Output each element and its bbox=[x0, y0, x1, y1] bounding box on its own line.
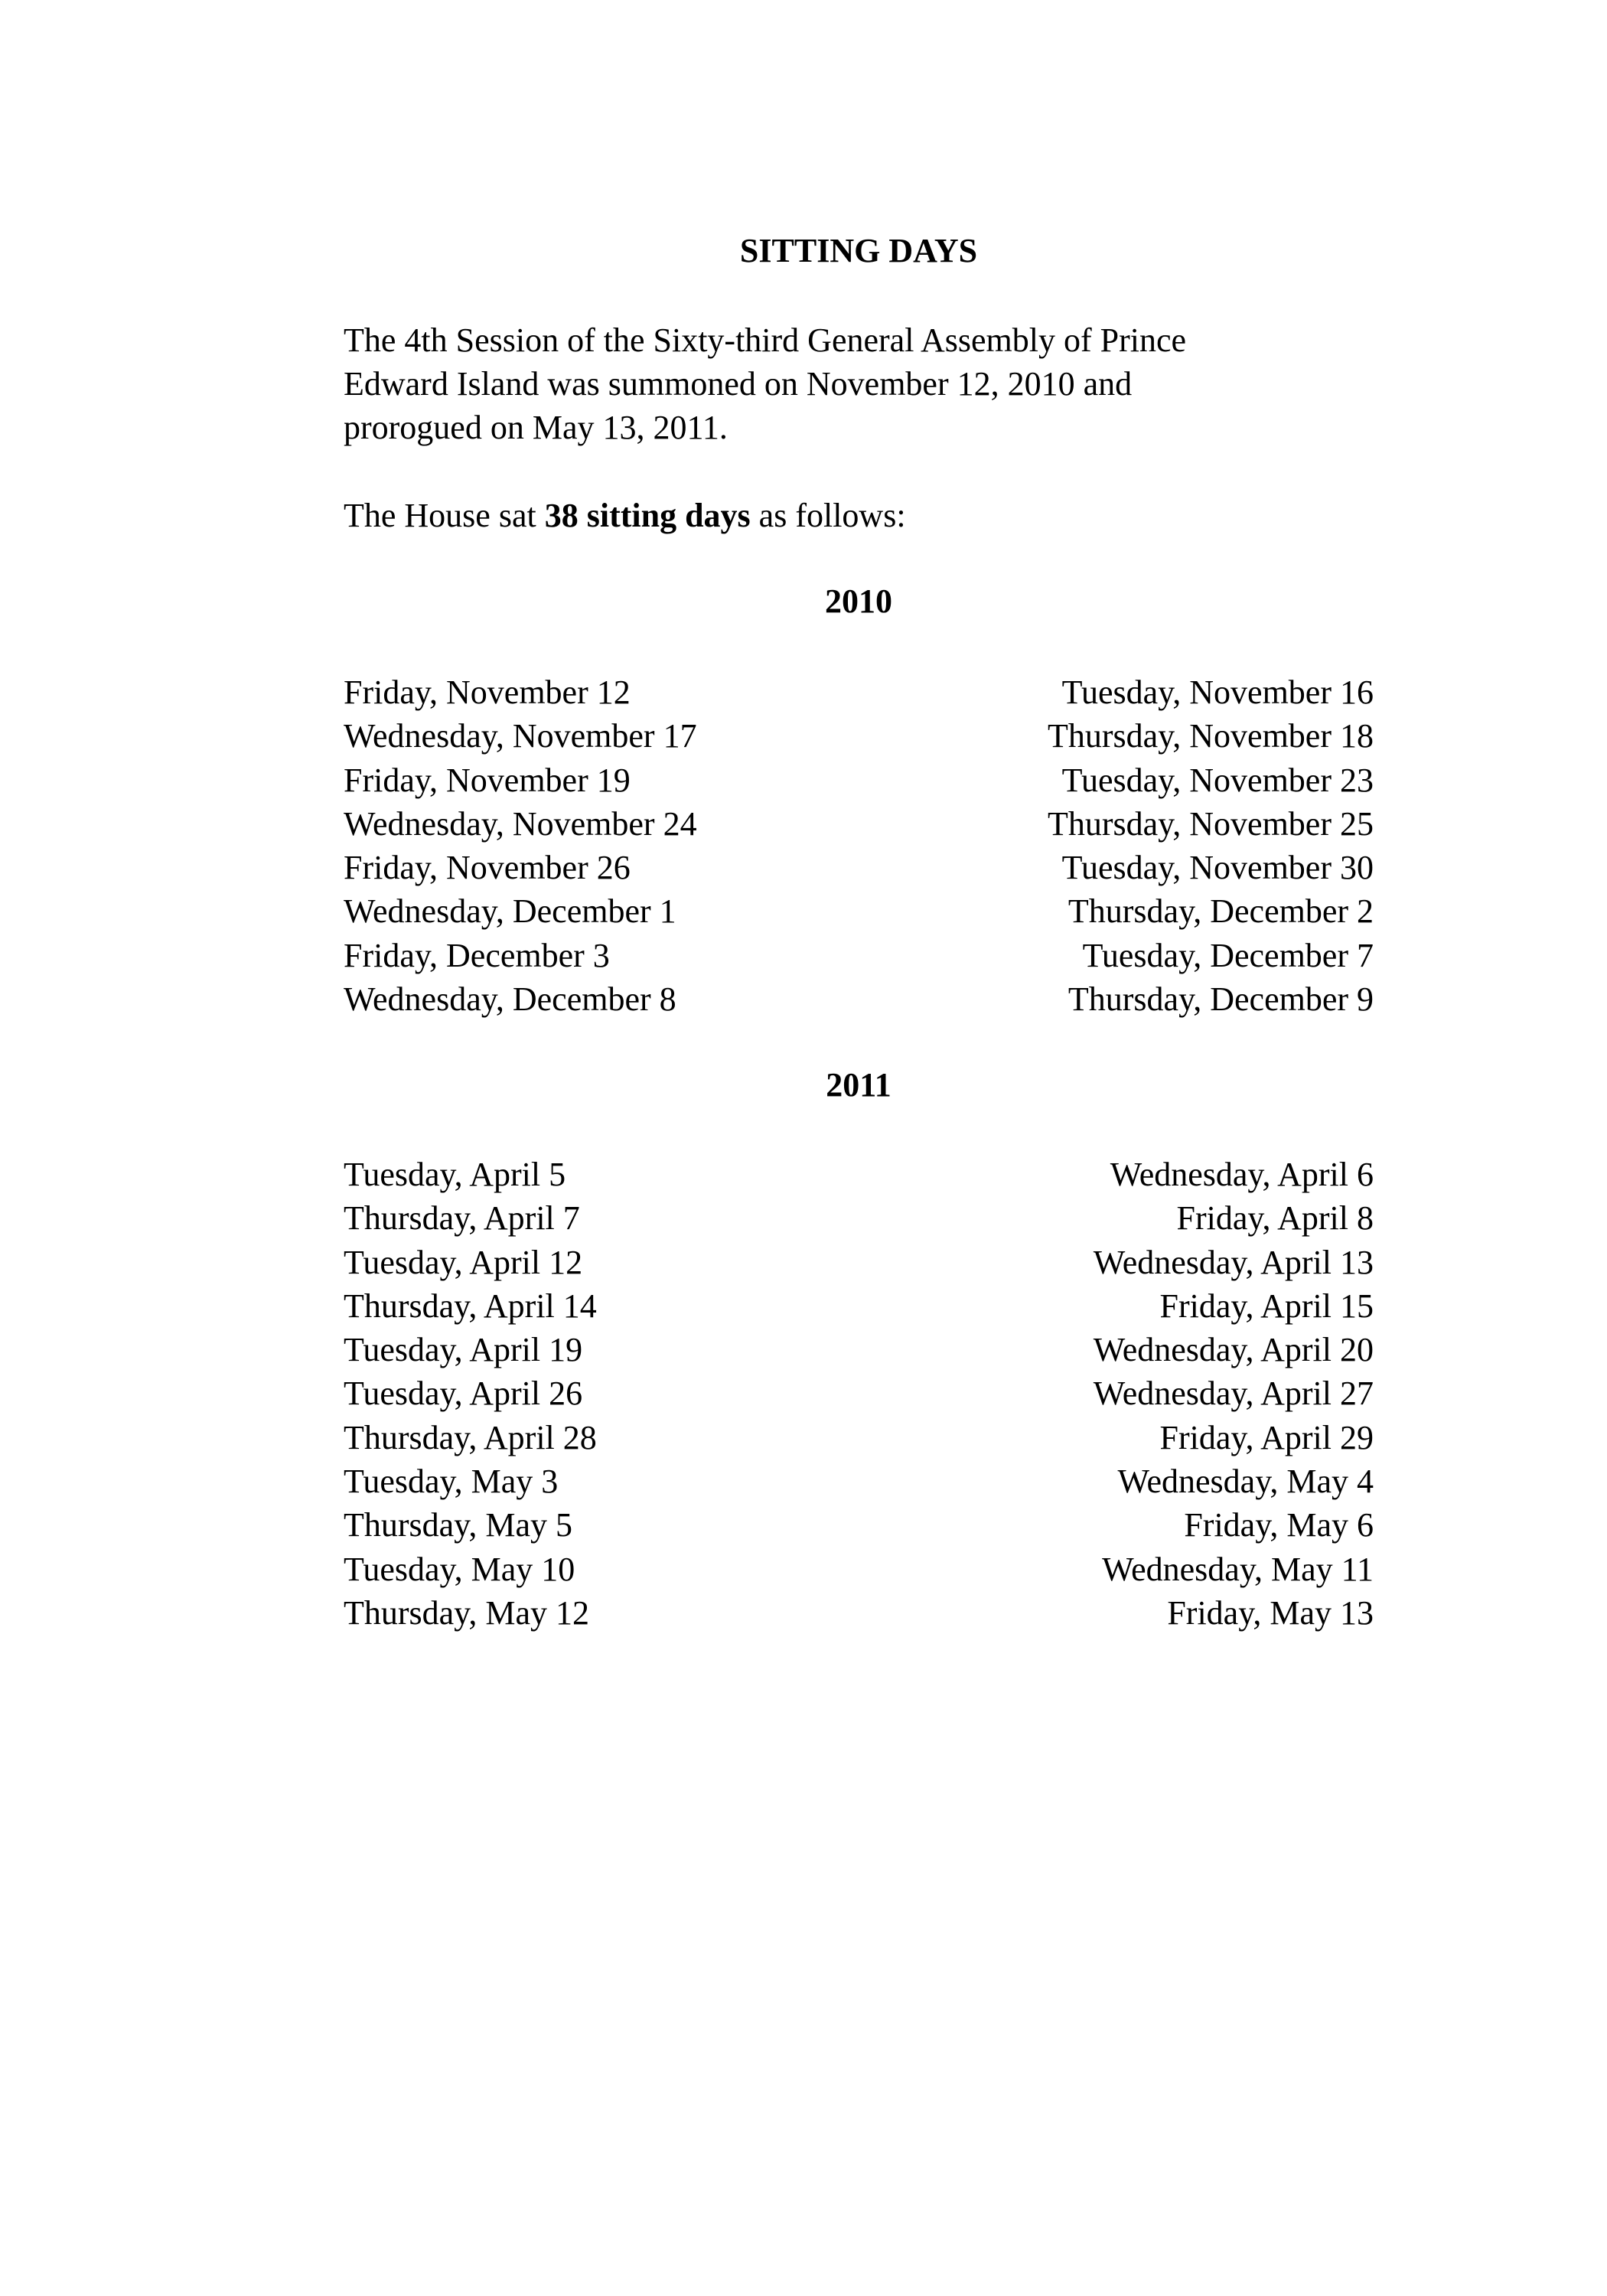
day-row bbox=[344, 934, 1374, 977]
sitting-day: Wednesday, April 27 bbox=[1093, 1375, 1374, 1413]
day-row bbox=[344, 714, 1374, 758]
sitting-day: Friday, November 26 bbox=[344, 849, 631, 887]
sitting-day: Wednesday, November 17 bbox=[344, 717, 697, 755]
page-title: SITTING DAYS bbox=[739, 232, 978, 269]
sitting-day: Friday, December 3 bbox=[344, 936, 610, 974]
sitting-day: Wednesday, April 13 bbox=[1093, 1243, 1374, 1281]
sitting-day: Wednesday, May 11 bbox=[1102, 1550, 1374, 1588]
intro-line: The 4th Session of the Sixty-third General Assembly of Prince bbox=[344, 321, 1187, 359]
sitting-days-list-2010 bbox=[344, 670, 1374, 1021]
day-row bbox=[344, 1591, 1374, 1635]
sitting-day: Wednesday, April 6 bbox=[1110, 1156, 1374, 1193]
sitting-day: Thursday, April 28 bbox=[344, 1418, 597, 1456]
sitting-day: Tuesday, April 12 bbox=[344, 1243, 583, 1281]
intro-line: Edward Island was summoned on November 12, 2010 and bbox=[344, 365, 1133, 403]
sitting-days-list-2011 bbox=[344, 1153, 1374, 1635]
intro-paragraph bbox=[344, 318, 1374, 449]
day-row bbox=[344, 977, 1374, 1021]
sitting-day: Friday, May 13 bbox=[1167, 1593, 1374, 1632]
sitting-day: Wednesday, November 24 bbox=[344, 804, 697, 843]
day-row bbox=[344, 846, 1374, 889]
day-row bbox=[344, 1459, 1374, 1503]
sitting-day: Friday, November 19 bbox=[344, 761, 631, 799]
sitting-day: Tuesday, November 30 bbox=[1061, 849, 1374, 887]
day-row bbox=[344, 802, 1374, 846]
year-heading-2010: 2010 bbox=[825, 582, 892, 620]
sitting-day: Tuesday, November 16 bbox=[1061, 673, 1374, 711]
summary-suffix: as follows: bbox=[750, 497, 906, 534]
sitting-day: Friday, April 8 bbox=[1176, 1199, 1374, 1238]
day-row bbox=[344, 889, 1374, 933]
day-row bbox=[344, 1503, 1374, 1547]
sitting-day: Tuesday, November 23 bbox=[1061, 761, 1374, 799]
day-row bbox=[344, 1548, 1374, 1591]
day-row bbox=[344, 1416, 1374, 1459]
day-row bbox=[344, 1153, 1374, 1196]
sitting-day: Wednesday, December 8 bbox=[344, 980, 676, 1019]
sitting-day: Tuesday, April 5 bbox=[344, 1156, 566, 1193]
sitting-day: Thursday, November 25 bbox=[1047, 804, 1374, 843]
sitting-days-count: 38 sitting days bbox=[544, 497, 751, 534]
sitting-day: Thursday, April 7 bbox=[344, 1199, 580, 1238]
sitting-day: Wednesday, December 1 bbox=[344, 892, 676, 931]
sitting-day: Thursday, November 18 bbox=[1047, 717, 1374, 755]
day-row bbox=[344, 1328, 1374, 1371]
year-heading-2011: 2011 bbox=[826, 1066, 892, 1104]
sitting-day: Thursday, May 5 bbox=[344, 1506, 572, 1544]
sitting-day: Wednesday, April 20 bbox=[1093, 1331, 1374, 1369]
sitting-day: Thursday, December 9 bbox=[1068, 980, 1374, 1019]
sitting-day: Friday, April 29 bbox=[1159, 1418, 1374, 1456]
summary-sentence bbox=[344, 494, 1374, 537]
sitting-day: Friday, April 15 bbox=[1159, 1287, 1374, 1325]
summary-prefix: The House sat bbox=[344, 497, 545, 534]
sitting-day: Tuesday, April 26 bbox=[344, 1375, 583, 1413]
sitting-day: Thursday, May 12 bbox=[344, 1593, 589, 1632]
day-row bbox=[344, 1241, 1374, 1284]
day-row bbox=[344, 1371, 1374, 1415]
sitting-day: Tuesday, December 7 bbox=[1082, 936, 1374, 974]
sitting-day: Tuesday, May 10 bbox=[344, 1550, 575, 1588]
day-row bbox=[344, 1284, 1374, 1328]
day-row bbox=[344, 758, 1374, 802]
sitting-day: Friday, November 12 bbox=[344, 673, 631, 711]
sitting-day: Tuesday, April 19 bbox=[344, 1331, 583, 1369]
sitting-day: Friday, May 6 bbox=[1184, 1506, 1374, 1544]
sitting-day: Wednesday, May 4 bbox=[1117, 1463, 1374, 1501]
sitting-day: Thursday, April 14 bbox=[344, 1287, 597, 1325]
sitting-day: Tuesday, May 3 bbox=[344, 1463, 559, 1501]
intro-line: prorogued on May 13, 2011. bbox=[344, 409, 728, 446]
day-row bbox=[344, 670, 1374, 714]
sitting-day: Thursday, December 2 bbox=[1068, 892, 1374, 931]
day-row bbox=[344, 1196, 1374, 1240]
